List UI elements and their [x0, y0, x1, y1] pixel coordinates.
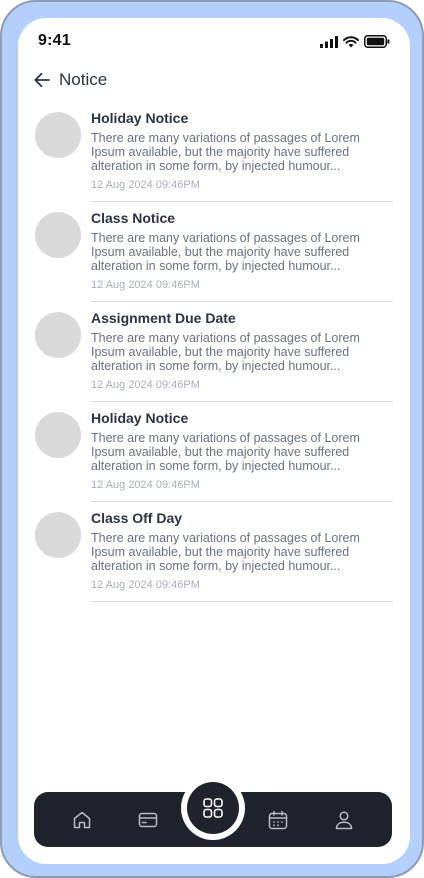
notice-body: [91, 210, 393, 302]
notice-time: 12 Aug 2024 09:46PM: [91, 179, 200, 191]
notice-text: There are many variations of passages of Lorem Ipsum available, but the majority have suffered alteration in some form, by injected humour...: [91, 431, 360, 473]
notice-title: Holiday Notice: [91, 110, 189, 126]
home-icon[interactable]: [71, 809, 93, 831]
notice-time: 12 Aug 2024 09:46PM: [91, 279, 200, 291]
notice-body: [91, 310, 393, 402]
notice-text: There are many variations of passages of Lorem Ipsum available, but the majority have suffered alteration in some form, by injected humour...: [91, 331, 360, 373]
notice-title: Class Notice: [91, 210, 176, 226]
notice-item[interactable]: [18, 402, 410, 502]
notice-text: There are many variations of passages of Lorem Ipsum available, but the majority have suffered alteration in some form, by injected humour...: [91, 231, 360, 273]
notice-text: There are many variations of passages of Lorem Ipsum available, but the majority have suffered alteration in some form, by injected humour...: [91, 131, 360, 173]
notice-item[interactable]: [18, 102, 410, 202]
status-bar: [18, 32, 410, 54]
notice-text: There are many variations of passages of Lorem Ipsum available, but the majority have suffered alteration in some form, by injected humour...: [91, 531, 360, 573]
page-title: Notice: [59, 70, 108, 89]
cellular-signal-icon: [320, 36, 338, 48]
nav-center-button[interactable]: [187, 782, 239, 834]
grid-icon: [201, 796, 225, 820]
notice-body: [91, 410, 393, 502]
notice-time: 12 Aug 2024 09:46PM: [91, 579, 200, 591]
notice-time: 12 Aug 2024 09:46PM: [91, 379, 200, 391]
avatar: [35, 412, 81, 458]
battery-icon: [364, 35, 390, 48]
notice-title: Holiday Notice: [91, 410, 189, 426]
status-icons: [320, 35, 390, 48]
notice-item[interactable]: [18, 202, 410, 302]
wifi-icon: [343, 36, 359, 48]
status-time: 9:41: [38, 32, 71, 49]
avatar: [35, 112, 81, 158]
phone-screen: [18, 18, 410, 864]
page-header: [32, 68, 107, 92]
calendar-icon[interactable]: [267, 809, 289, 831]
notice-body: [91, 510, 393, 602]
card-icon[interactable]: [137, 809, 159, 831]
notice-item[interactable]: [18, 302, 410, 402]
arrow-left-icon[interactable]: [32, 70, 52, 90]
notice-title: Class Off Day: [91, 510, 183, 526]
notice-body: [91, 110, 393, 202]
avatar: [35, 312, 81, 358]
avatar: [35, 212, 81, 258]
notice-item[interactable]: [18, 502, 410, 602]
avatar: [35, 512, 81, 558]
notice-title: Assignment Due Date: [91, 310, 236, 326]
notice-list: [18, 102, 410, 602]
notice-time: 12 Aug 2024 09:46PM: [91, 479, 200, 491]
bottom-nav: [34, 792, 392, 847]
profile-icon[interactable]: [333, 809, 355, 831]
